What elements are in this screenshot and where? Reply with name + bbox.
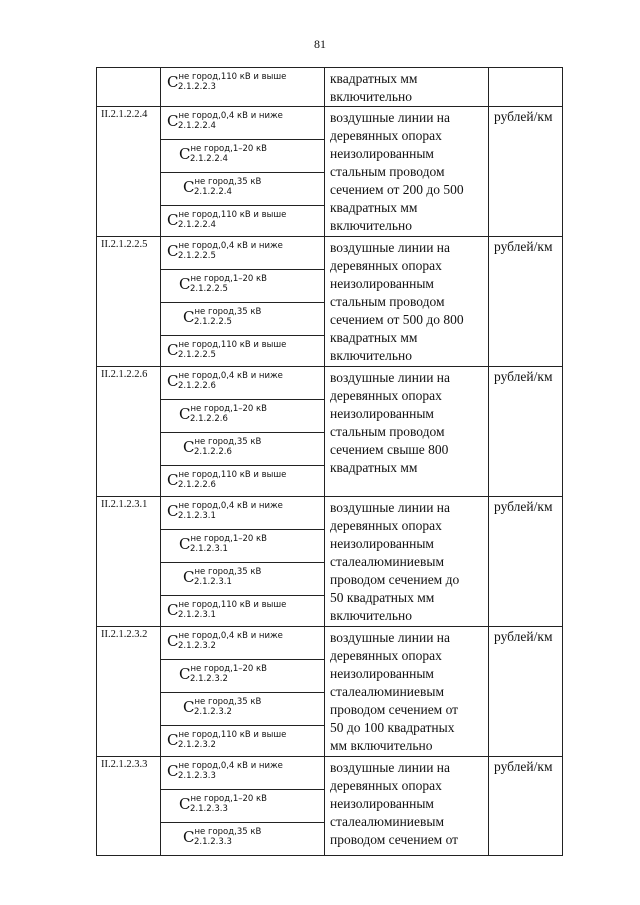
table-row — [97, 107, 563, 140]
formula-symbol: C — [183, 568, 195, 586]
description-line: сечением от 200 до 500 — [330, 182, 464, 197]
formula-subscript: 2.1.2.2.4 — [178, 220, 216, 230]
description-line: проводом сечением от — [330, 832, 459, 847]
formula-cell — [161, 107, 325, 140]
formula-cell — [161, 466, 325, 497]
unit-cell: рублей/км — [489, 107, 563, 237]
formula — [179, 142, 267, 162]
formula — [167, 468, 286, 488]
formula — [179, 532, 267, 552]
unit-cell: рублей/км — [489, 497, 563, 627]
formula-subscript: 2.1.2.2.6 — [190, 414, 228, 424]
formula-symbol: C — [167, 242, 179, 260]
description-line: сечением свыше 800 — [330, 442, 449, 457]
description-line: сталеалюминиевым — [330, 554, 445, 569]
formula-cell — [161, 497, 325, 530]
formula-subscript: 2.1.2.2.5 — [190, 284, 228, 294]
formula-subscript: 2.1.2.3.2 — [178, 740, 216, 750]
formula-cell — [161, 660, 325, 693]
formula-superscript: не город,1–20 кВ — [190, 534, 267, 544]
formula-symbol: C — [167, 73, 179, 91]
formula — [167, 109, 283, 129]
description-line: 50 квадратных мм — [330, 590, 435, 605]
formula-symbol: C — [183, 828, 195, 846]
formula-superscript: не город,110 кВ и выше — [178, 340, 287, 350]
description-line: деревянных опорах — [330, 648, 442, 663]
description-line: воздушные линии на — [330, 240, 451, 255]
description-line: проводом сечением от — [330, 702, 459, 717]
formula-cell — [161, 790, 325, 823]
formula-cell — [161, 530, 325, 563]
formula-superscript: не город,0,4 кВ и ниже — [178, 241, 283, 251]
formula-subscript: 2.1.2.2.3 — [178, 82, 216, 92]
formula-symbol: C — [179, 275, 191, 293]
formula-symbol: C — [167, 632, 179, 650]
description-line: деревянных опорах — [330, 388, 442, 403]
formula-cell — [161, 757, 325, 790]
formula — [167, 759, 283, 779]
table-row — [97, 68, 563, 107]
formula-superscript: не город,0,4 кВ и ниже — [178, 501, 283, 511]
code-cell: II.2.1.2.2.5 — [97, 237, 161, 367]
formula-subscript: 2.1.2.2.4 — [178, 121, 216, 131]
formula — [183, 175, 261, 195]
tariff-table — [96, 67, 563, 856]
unit-cell: рублей/км — [489, 367, 563, 497]
description-line: воздушные линии на — [330, 500, 451, 515]
formula — [167, 70, 286, 90]
formula-cell — [161, 336, 325, 367]
formula — [179, 272, 267, 292]
formula-superscript: не город,0,4 кВ и ниже — [178, 371, 283, 381]
formula-symbol: C — [179, 145, 191, 163]
formula-cell — [161, 693, 325, 726]
formula — [167, 499, 283, 519]
description-line: проводом сечением до — [330, 572, 460, 587]
description-line: квадратных мм — [330, 330, 418, 345]
formula-superscript: не город,35 кВ — [194, 177, 262, 187]
formula — [183, 695, 261, 715]
formula-superscript: не город,110 кВ и выше — [178, 730, 287, 740]
unit-cell — [489, 68, 563, 107]
description-cell — [325, 68, 489, 107]
formula-cell — [161, 68, 325, 107]
code-cell: II.2.1.2.3.3 — [97, 757, 161, 856]
formula-cell — [161, 237, 325, 270]
formula-cell — [161, 270, 325, 303]
formula-superscript: не город,110 кВ и выше — [178, 600, 287, 610]
formula — [167, 598, 286, 618]
formula-superscript: не город,1–20 кВ — [190, 274, 267, 284]
description-line: стальным проводом — [330, 424, 445, 439]
formula-subscript: 2.1.2.2.5 — [178, 251, 216, 261]
formula — [183, 825, 261, 845]
formula — [179, 792, 267, 812]
description-line: сечением от 500 до 800 — [330, 312, 464, 327]
formula-symbol: C — [179, 795, 191, 813]
formula-symbol: C — [183, 178, 195, 196]
formula-subscript: 2.1.2.3.1 — [178, 610, 216, 620]
formula-cell — [161, 173, 325, 206]
formula-superscript: не город,110 кВ и выше — [178, 210, 287, 220]
description-line: квадратных мм — [330, 460, 418, 475]
description-line: неизолированным — [330, 146, 434, 161]
description-line: неизолированным — [330, 796, 434, 811]
formula-cell — [161, 596, 325, 627]
description-line: включительно — [330, 608, 413, 623]
formula-cell — [161, 823, 325, 856]
table-row — [97, 497, 563, 530]
formula — [167, 239, 283, 259]
formula-subscript: 2.1.2.3.3 — [190, 804, 228, 814]
formula-superscript: не город,110 кВ и выше — [178, 72, 287, 82]
description-line: стальным проводом — [330, 294, 445, 309]
formula-cell — [161, 303, 325, 336]
formula-cell — [161, 140, 325, 173]
description-line: деревянных опорах — [330, 128, 442, 143]
table-row — [97, 367, 563, 400]
formula-symbol: C — [179, 405, 191, 423]
formula-subscript: 2.1.2.3.3 — [194, 837, 232, 847]
formula — [167, 728, 286, 748]
formula-superscript: не город,110 кВ и выше — [178, 470, 287, 480]
formula-subscript: 2.1.2.2.5 — [194, 317, 232, 327]
description-cell — [325, 237, 489, 367]
formula-superscript: не город,1–20 кВ — [190, 664, 267, 674]
description-line: деревянных опорах — [330, 778, 442, 793]
description-line: квадратных мм — [330, 71, 418, 86]
description-line: воздушные линии на — [330, 760, 451, 775]
description-line: включительно — [330, 89, 413, 104]
formula-subscript: 2.1.2.3.1 — [190, 544, 228, 554]
formula-superscript: не город,35 кВ — [194, 437, 262, 447]
description-line: неизолированным — [330, 666, 434, 681]
formula-superscript: не город,35 кВ — [194, 307, 262, 317]
formula — [167, 338, 286, 358]
formula-subscript: 2.1.2.2.6 — [178, 480, 216, 490]
table-row — [97, 757, 563, 790]
formula-symbol: C — [179, 665, 191, 683]
description-line: мм включительно — [330, 738, 433, 753]
unit-cell: рублей/км — [489, 237, 563, 367]
description-line: квадратных мм — [330, 200, 418, 215]
description-line: 50 до 100 квадратных — [330, 720, 455, 735]
formula — [179, 402, 267, 422]
unit-cell: рублей/км — [489, 757, 563, 856]
formula-superscript: не город,1–20 кВ — [190, 794, 267, 804]
formula-symbol: C — [167, 341, 179, 359]
formula-subscript: 2.1.2.2.6 — [194, 447, 232, 457]
formula-symbol: C — [167, 601, 179, 619]
description-cell — [325, 757, 489, 856]
formula-superscript: не город,0,4 кВ и ниже — [178, 111, 283, 121]
description-cell — [325, 497, 489, 627]
formula-subscript: 2.1.2.3.2 — [194, 707, 232, 717]
description-line: воздушные линии на — [330, 630, 451, 645]
formula-superscript: не город,1–20 кВ — [190, 144, 267, 154]
formula-symbol: C — [167, 762, 179, 780]
formula-subscript: 2.1.2.3.1 — [194, 577, 232, 587]
formula-superscript: не город,35 кВ — [194, 697, 262, 707]
formula-symbol: C — [179, 535, 191, 553]
formula-symbol: C — [167, 211, 179, 229]
formula-subscript: 2.1.2.3.3 — [178, 771, 216, 781]
formula — [167, 208, 286, 228]
description-line: воздушные линии на — [330, 110, 451, 125]
formula-symbol: C — [167, 372, 179, 390]
formula-superscript: не город,0,4 кВ и ниже — [178, 761, 283, 771]
description-cell — [325, 107, 489, 237]
formula — [183, 435, 261, 455]
unit-cell: рублей/км — [489, 627, 563, 757]
formula-subscript: 2.1.2.2.5 — [178, 350, 216, 360]
formula-symbol: C — [167, 471, 179, 489]
formula-subscript: 2.1.2.2.4 — [190, 154, 228, 164]
formula-cell — [161, 627, 325, 660]
formula-symbol: C — [167, 731, 179, 749]
formula-superscript: не город,35 кВ — [194, 567, 262, 577]
formula-superscript: не город,1–20 кВ — [190, 404, 267, 414]
description-line: включительно — [330, 218, 413, 233]
formula-subscript: 2.1.2.2.6 — [178, 381, 216, 391]
description-line: сталеалюминиевым — [330, 684, 445, 699]
formula — [183, 305, 261, 325]
formula-subscript: 2.1.2.3.2 — [178, 641, 216, 651]
formula-symbol: C — [183, 438, 195, 456]
formula-cell — [161, 433, 325, 466]
page-number: 81 — [314, 37, 326, 51]
formula-subscript: 2.1.2.3.1 — [178, 511, 216, 521]
description-cell — [325, 627, 489, 757]
formula — [183, 565, 261, 585]
formula-cell — [161, 726, 325, 757]
formula-symbol: C — [183, 308, 195, 326]
code-cell: II.2.1.2.3.2 — [97, 627, 161, 757]
formula-symbol: C — [183, 698, 195, 716]
table-row — [97, 627, 563, 660]
formula-symbol: C — [167, 112, 179, 130]
table-row — [97, 237, 563, 270]
code-cell — [97, 68, 161, 107]
formula — [167, 629, 283, 649]
description-line: неизолированным — [330, 406, 434, 421]
formula-subscript: 2.1.2.3.2 — [190, 674, 228, 684]
description-line: воздушные линии на — [330, 370, 451, 385]
description-line: деревянных опорах — [330, 258, 442, 273]
description-line: сталеалюминиевым — [330, 814, 445, 829]
formula-superscript: не город,35 кВ — [194, 827, 262, 837]
description-line: включительно — [330, 348, 413, 363]
formula — [167, 369, 283, 389]
formula-cell — [161, 367, 325, 400]
code-cell: II.2.1.2.3.1 — [97, 497, 161, 627]
formula-subscript: 2.1.2.2.4 — [194, 187, 232, 197]
code-cell: II.2.1.2.2.4 — [97, 107, 161, 237]
formula-superscript: не город,0,4 кВ и ниже — [178, 631, 283, 641]
formula-cell — [161, 206, 325, 237]
description-cell — [325, 367, 489, 497]
formula-cell — [161, 563, 325, 596]
formula-cell — [161, 400, 325, 433]
description-line: неизолированным — [330, 536, 434, 551]
formula-symbol: C — [167, 502, 179, 520]
description-line: деревянных опорах — [330, 518, 442, 533]
code-cell: II.2.1.2.2.6 — [97, 367, 161, 497]
description-line: неизолированным — [330, 276, 434, 291]
formula — [179, 662, 267, 682]
description-line: стальным проводом — [330, 164, 445, 179]
